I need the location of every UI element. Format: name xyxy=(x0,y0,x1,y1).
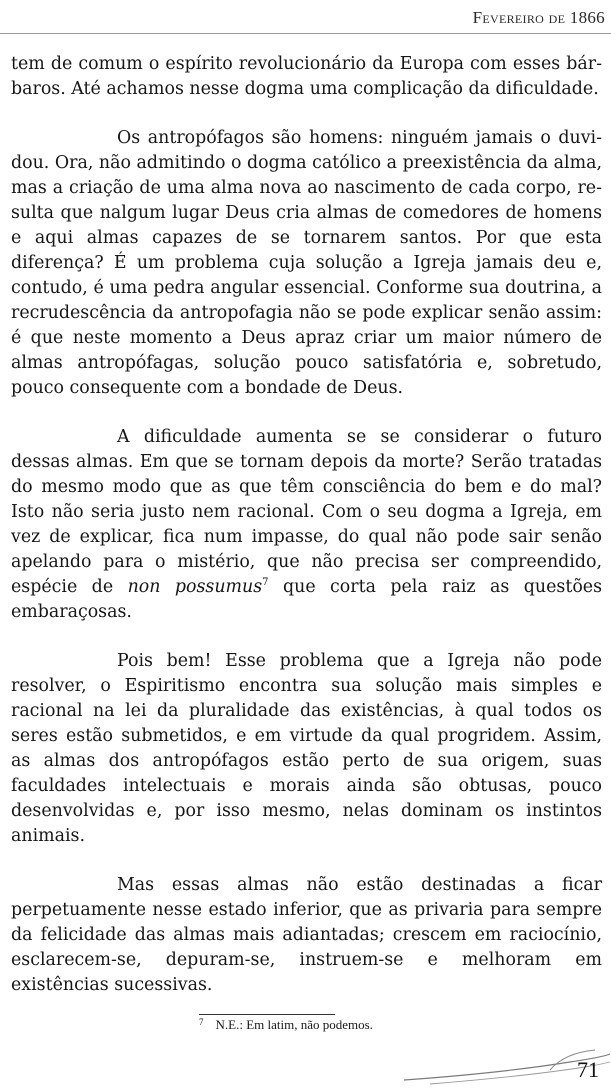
header-rule xyxy=(0,33,611,34)
paragraph-3 xyxy=(11,425,602,625)
footnote-rule xyxy=(199,1014,335,1015)
footnote-reference[interactable]: 7 xyxy=(262,577,269,588)
footnote xyxy=(199,1017,373,1033)
paragraph-4: Pois bem! Esse problema que a Igreja não pode resolver, o Espiritismo encontra sua solução mais simples e racional na lei da pluralidade das existências, à qual todos os seres estão submetidos, e em virtude da qual progridem. Assim, as almas dos antropófagos estão perto de sua origem, suas faculdades intelectuais e morais ainda são obtusas, pouco desenvolvidas e, por isso mesmo, nelas dominam os instintos animais. xyxy=(11,651,602,846)
main-text xyxy=(11,52,602,998)
paragraph-3-text: A dificuldade aumenta se se considerar o futuro dessas almas. Em que se tornam depois da morte? Serão tratadas do mesmo modo que as que têm consciência do bem e do mal? Isto não seria justo nem racional. Com o seu dogma a Igreja, em vez de explicar, fica num impasse, do qual não pode sair senão apelando para o mistério, que não precisa ser compreendido, espécie de xyxy=(11,427,602,597)
paragraph-5: Mas essas almas não estão destinadas a ficar perpetuamente nesse estado inferior, que as privaria para sempre da felicidade das almas mais adiantadas; crescem em raciocínio, esclarecem-se, depuram-se, instruem-se e melhoram em existências sucessivas. xyxy=(11,875,602,995)
page-number: 71 xyxy=(577,1057,599,1082)
latin-phrase: non possumus xyxy=(127,577,263,597)
footnote-number: 7 xyxy=(199,1017,204,1027)
running-head: Fevereiro de 1866 xyxy=(472,8,605,27)
paragraph-2: Os antropófagos são homens: ninguém jamais o duvidou. Ora, não admitindo o dogma católico a preexistência da alma, mas a criação de uma alma nova ao nascimento de cada corpo, resulta que nalgum lugar Deus cria almas de comedores de homens e aqui almas capazes de se tornarem santos. Por que esta diferença? É um problema cuja solução a Igreja jamais deu e, contudo, é uma pedra angular essencial. Conforme sua doutrina, a recrudescência da antropofagia não se pode explicar senão assim: é que neste momento a Deus apraz criar um maior número de almas antropófagas, solução pouco satisfatória e, sobretudo, pouco consequente com a bondade de Deus. xyxy=(11,128,602,398)
footnote-text: N.E.: Em latim, não podemos. xyxy=(215,1017,373,1032)
paragraph-3-tail: que corta pela raiz as questões embaraçosas. xyxy=(11,577,603,622)
paragraph-1: tem de comum o espírito revolucionário da Europa com esses bárbaros. Até achamos nesse dogma uma complicação da dificuldade. xyxy=(11,54,602,99)
